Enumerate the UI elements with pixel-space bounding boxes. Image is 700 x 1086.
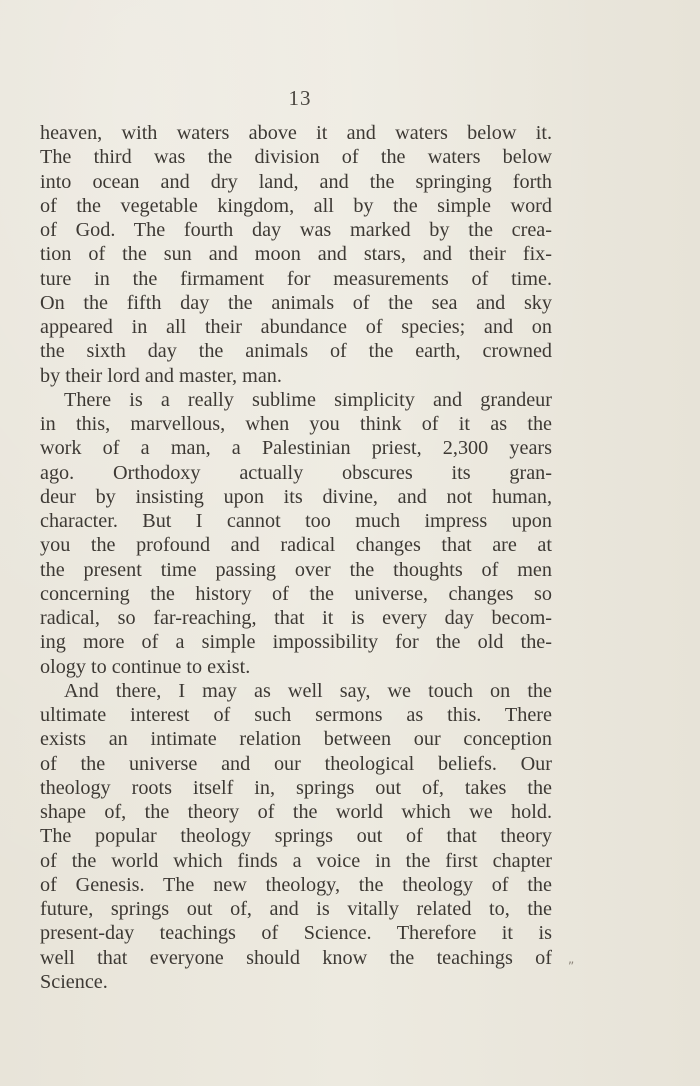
text-line: theology roots itself in, springs out of, takes the xyxy=(40,776,552,799)
text-line: of Genesis. The new theology, the theology of the xyxy=(40,873,552,896)
margin-mark-icon: „ xyxy=(568,952,575,966)
text-line: ing more of a simple impossibility for the old the- xyxy=(40,631,552,654)
text-line: shape of, the theory of the world which we hold. xyxy=(40,801,552,823)
page-number: 13 xyxy=(288,86,312,110)
text-line: of the vegetable kingdom, all by the simple word xyxy=(40,194,552,217)
paragraph-1 xyxy=(40,121,552,388)
text-line: by their lord and master, man. xyxy=(40,364,282,387)
body-text xyxy=(40,121,552,994)
text-line: future, springs out of, and is vitally related to, the xyxy=(40,898,552,920)
text-line: of the universe and our theological beliefs. Our xyxy=(40,752,552,775)
text-line: heaven, with waters above it and waters below it. xyxy=(40,122,552,144)
text-line: ago. Orthodoxy actually obscures its gran- xyxy=(40,461,552,484)
text-line: character. But I cannot too much impress upon xyxy=(40,510,552,532)
text-line: And there, I may as well say, we touch on the xyxy=(64,679,552,702)
text-line: of God. The fourth day was marked by the crea- xyxy=(40,219,552,241)
text-line: radical, so far-reaching, that it is every day becom- xyxy=(40,607,552,629)
text-line: the sixth day the animals of the earth, crowned xyxy=(40,340,552,363)
text-line: you the profound and radical changes that are at xyxy=(40,534,552,557)
text-line: of the world which finds a voice in the first chapter xyxy=(40,849,552,872)
text-line: appeared in all their abundance of species; and on xyxy=(40,316,552,338)
text-line: The third was the division of the waters below xyxy=(40,146,552,169)
text-line: into ocean and dry land, and the springing forth xyxy=(40,170,552,193)
text-line: the present time passing over the thoughts of men xyxy=(40,558,552,581)
text-line: There is a really sublime simplicity and grandeur xyxy=(64,388,552,411)
text-line: exists an intimate relation between our conception xyxy=(40,728,552,751)
paragraph-2 xyxy=(40,388,552,679)
text-line: ture in the firmament for measurements of time. xyxy=(40,267,552,290)
text-line: well that everyone should know the teachings of xyxy=(40,946,552,969)
paragraph-3 xyxy=(40,679,552,994)
text-line: tion of the sun and moon and stars, and their fix- xyxy=(40,243,552,266)
text-line: in this, marvellous, when you think of it as the xyxy=(40,413,552,435)
text-line: Science. xyxy=(40,970,108,993)
text-line: concerning the history of the universe, changes so xyxy=(40,582,552,605)
text-line: On the fifth day the animals of the sea and sky xyxy=(40,291,552,314)
text-line: deur by insisting upon its divine, and not human, xyxy=(40,485,552,508)
text-line: work of a man, a Palestinian priest, 2,300 years xyxy=(40,437,552,460)
text-line: ology to continue to exist. xyxy=(40,655,251,678)
text-line: present-day teachings of Science. Therefore it is xyxy=(40,922,552,945)
text-line: ultimate interest of such sermons as this. There xyxy=(40,704,552,726)
text-line: The popular theology springs out of that theory xyxy=(40,825,552,848)
